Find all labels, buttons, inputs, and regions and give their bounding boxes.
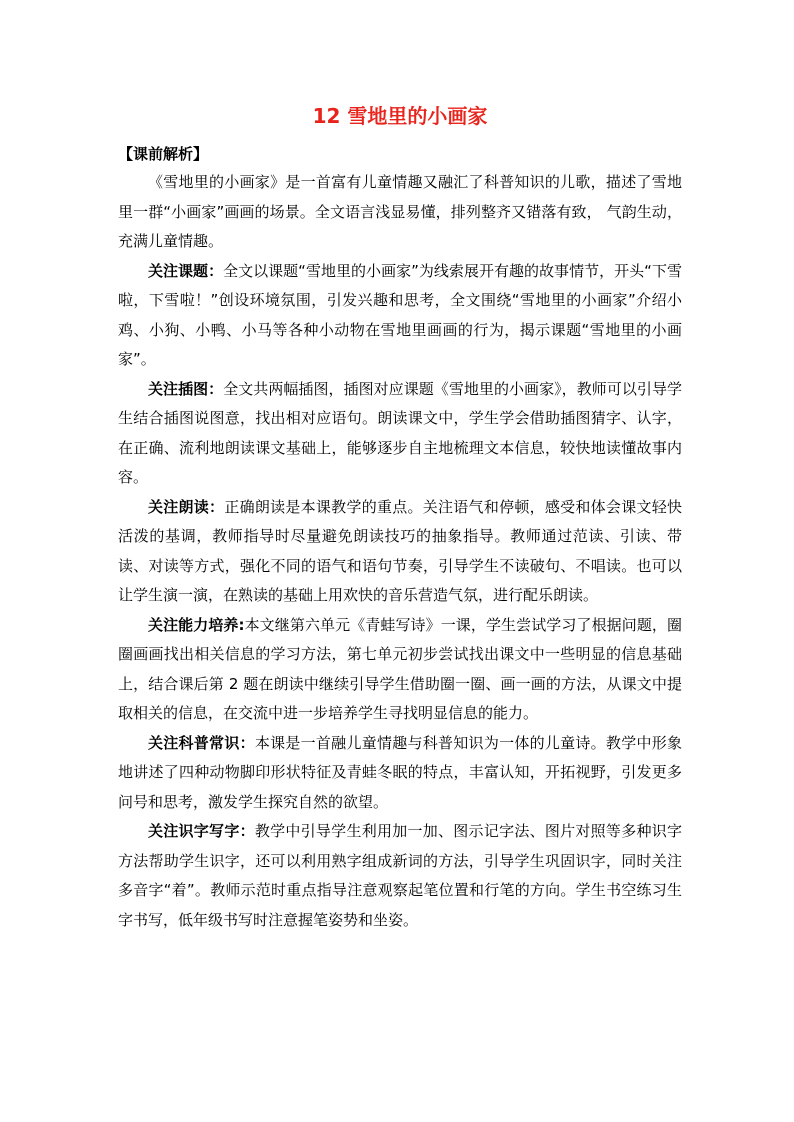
paragraph-illustration bbox=[118, 375, 682, 493]
paragraph-text: 本课是一首融儿童情趣与科普知识为一体的儿童诗。教学中形象地讲述了四种动物脚印形状特征及青蛙冬眠的特点，丰富认知，开拓视野，引发更多问号和思考，激发学生探究自然的欲望。 bbox=[118, 733, 682, 811]
page-title: 12 雪地里的小画家 bbox=[312, 104, 488, 128]
paragraph-ability bbox=[118, 611, 682, 729]
paragraph-label: 关注朗读： bbox=[148, 497, 225, 516]
paragraph-text: 正确朗读是本课教学的重点。关注语气和停顿，感受和体会课文轻快活泼的基调，教师指导时尽量避免朗读技巧的抽象指导。教师通过范读、引读、带读、对读等方式，强化不同的语气和语句节奏，引导学生不读破句、不唱读。也可以让学生演一演，在熟读的基础上用欢快的音乐营造气氛，进行配乐朗读。 bbox=[118, 497, 682, 604]
paragraph-reading bbox=[118, 493, 682, 611]
paragraph-text: 全文以课题“雪地里的小画家”为线索展开有趣的故事情节，开头“下雪啦，下雪啦！”创设环境氛围，引发兴趣和思考，全文围绕“雪地里的小画家”介绍小鸡、小狗、小鸭、小马等各种小动物在雪地里画画的行为，揭示课题“雪地里的小画家”。 bbox=[118, 261, 682, 368]
paragraph-label: 关注插图： bbox=[148, 379, 224, 398]
paragraph-label: 关注课题： bbox=[148, 261, 224, 280]
paragraph-text: 本文继第六单元《青蛙写诗》一课，学生尝试学习了根据问题，圈圈画画找出相关信息的学习方法，第七单元初步尝试找出课文中一些明显的信息基础上，结合课后第 2 题在朗读中继续引导学生借助圈一圈、画一画的方法，从课文中提取相关的信息，在交流中进一步培养学生寻找明显信息的能力。 bbox=[118, 615, 682, 722]
paragraph-label: 关注能力培养: bbox=[148, 615, 245, 634]
paragraph-text: 全文共两幅插图，插图对应课题《雪地里的小画家》，教师可以引导学生结合插图说图意，找出相对应语句。朗读课文中，学生学会借助插图猜字、认字，在正确、流利地朗读课文基础上，能够逐步自主地梳理文本信息，较快地读懂故事内容。 bbox=[118, 379, 682, 486]
paragraph-label: 关注识字写字： bbox=[148, 822, 255, 840]
paragraph-text: 教学中引导学生利用加一加、图示记字法、图片对照等多种识字方法帮助学生识字，还可以利用熟字组成新词的方法，引导学生巩固识字，同时关注多音字“着”。教师示范时重点指导注意观察起笔位置和行笔的方向。学生书空练习生字书写，低年级书写时注意握笔姿势和坐姿。 bbox=[118, 822, 682, 929]
paragraph-science bbox=[118, 729, 682, 818]
intro-paragraph: 《雪地里的小画家》是一首富有儿童情趣又融汇了科普知识的儿歌，描述了雪地里一群“小画家”画画的场景。全文语言浅显易懂，排列整齐又错落有致， 气韵生动，充满儿童情趣。 bbox=[118, 173, 682, 250]
paragraph-literacy bbox=[118, 817, 682, 935]
paragraph-label: 关注科普常识： bbox=[148, 733, 255, 752]
section-heading: 【课前解析】 bbox=[118, 145, 209, 163]
paragraph-topic bbox=[118, 257, 682, 375]
